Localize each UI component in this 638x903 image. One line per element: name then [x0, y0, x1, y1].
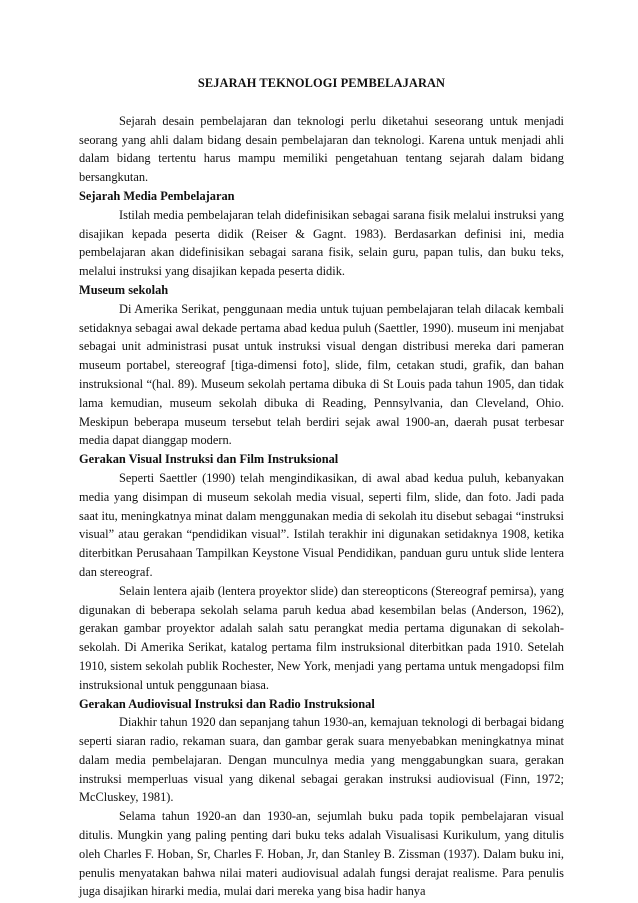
section-heading-audiovisual: Gerakan Audiovisual Instruksi dan Radio Instruksional	[79, 696, 375, 711]
section-heading-museum-sekolah: Museum sekolah	[79, 282, 169, 297]
paragraph-books: Selama tahun 1920-an dan 1930-an, sejumlah buku pada topik pembelajaran visual ditulis. Mungkin yang paling penting dari buku teks adalah Visualisasi Kurikulum, yang ditulis oleh Charles F. Hoban, Sr, Charles F. Hoban, Jr, dan Stanley B. Zissman (1937). Dalam buku ini, penulis menyatakan bahwa nilai materi audiovisual adalah fungsi derajat realisme. Para penulis juga disajikan hirarki media, mulai dari mereka yang bisa hadir hanya	[79, 809, 564, 899]
paragraph-film-projector: Selain lentera ajaib (lentera proyektor slide) dan stereopticons (Stereograf pemirsa), yang digunakan di beberapa sekolah selama paruh kedua abad kesembilan belas (Anderson, 1962), gerakan gambar proyektor adalah salah satu perangkat media pertama digunakan di sekolah-sekolah. Di Amerika Serikat, katalog pertama film instruksional diterbitkan pada 1910. Setelah 1910, sistem sekolah publik Rochester, New York, menjadi yang pertama untuk mengadopsi film instruksional untuk penggunaan biasa.	[79, 583, 564, 692]
paragraph-media-definition: Istilah media pembelajaran telah didefinisikan sebagai sarana fisik melalui instruksi yang disajikan kepada peserta didik (Reiser & Gagnt. 1983). Berdasarkan definisi ini, media pembelajaran akan didefinisikan sebagai sarana fisik, selain guru, papan tulis, dan buku teks, melalui instruksi yang disajikan kepada peserta didik.	[79, 207, 564, 279]
paragraph-intro: Sejarah desain pembelajaran dan teknologi perlu diketahui seseorang untuk menjadi seorang yang ahli dalam bidang desain pembelajaran dan teknologi. Karena untuk menjadi ahli dalam bidang tertentu harus mampu memiliki pengetahuan tentang sejarah dalam bidang bersangkutan.	[79, 113, 564, 185]
paragraph-visual-instruction: Seperti Saettler (1990) telah mengindikasikan, di awal abad kedua puluh, kebanyakan media yang disimpan di museum sekolah media visual, seperti film, slide, dan foto. Jadi pada saat itu, meningkatnya minat dalam menggunakan media di sekolah itu disebut sebagai “instruksi visual” atau gerakan “pendidikan visual”. Istilah terakhir ini digunakan setidaknya 1908, ketika diterbitkan Perusahaan Tampilkan Keystone Visual Pendidikan, panduan guru untuk slide lentera dan stereograf.	[79, 470, 564, 579]
paragraph-museum: Di Amerika Serikat, penggunaan media untuk tujuan pembelajaran telah dilacak kembali setidaknya sebagai awal dekade pertama abad kedua puluh (Saettler, 1990). museum ini menjabat sebagai unit administrasi pusat untuk instruksi visual dengan distribusi mereka dari pameran museum portabel, stereograf [tiga-dimensi foto], slide, film, cetakan studi, grafik, dan bahan instruksional “(hal. 89). Museum sekolah pertama dibuka di St Louis pada tahun 1905, dan tidak lama kemudian, museum sekolah dibuka di Reading, Pennsylvania, dan Cleveland, Ohio. Meskipun beberapa museum tersebut telah berdiri sejak awal 1900-an, daerah pusat terbesar media dapat dianggap modern.	[79, 301, 564, 448]
paragraph-audiovisual: Diakhir tahun 1920 dan sepanjang tahun 1930-an, kemajuan teknologi di berbagai bidang seperti siaran radio, rekaman suara, dan gambar gerak suara menyebabkan meningkatnya minat dalam media pembelajaran. Dengan munculnya media yang menggabungkan suara, gerakan instruksi memperluas visual yang dikenal sebagai gerakan instruksi audiovisual (Finn, 1972; McCluskey, 1981).	[79, 715, 564, 805]
section-heading-media-pembelajaran: Sejarah Media Pembelajaran	[79, 188, 235, 203]
section-heading-visual-instruksi: Gerakan Visual Instruksi dan Film Instruksional	[79, 452, 339, 467]
document-title: SEJARAH TEKNOLOGI PEMBELAJARAN	[197, 76, 446, 90]
